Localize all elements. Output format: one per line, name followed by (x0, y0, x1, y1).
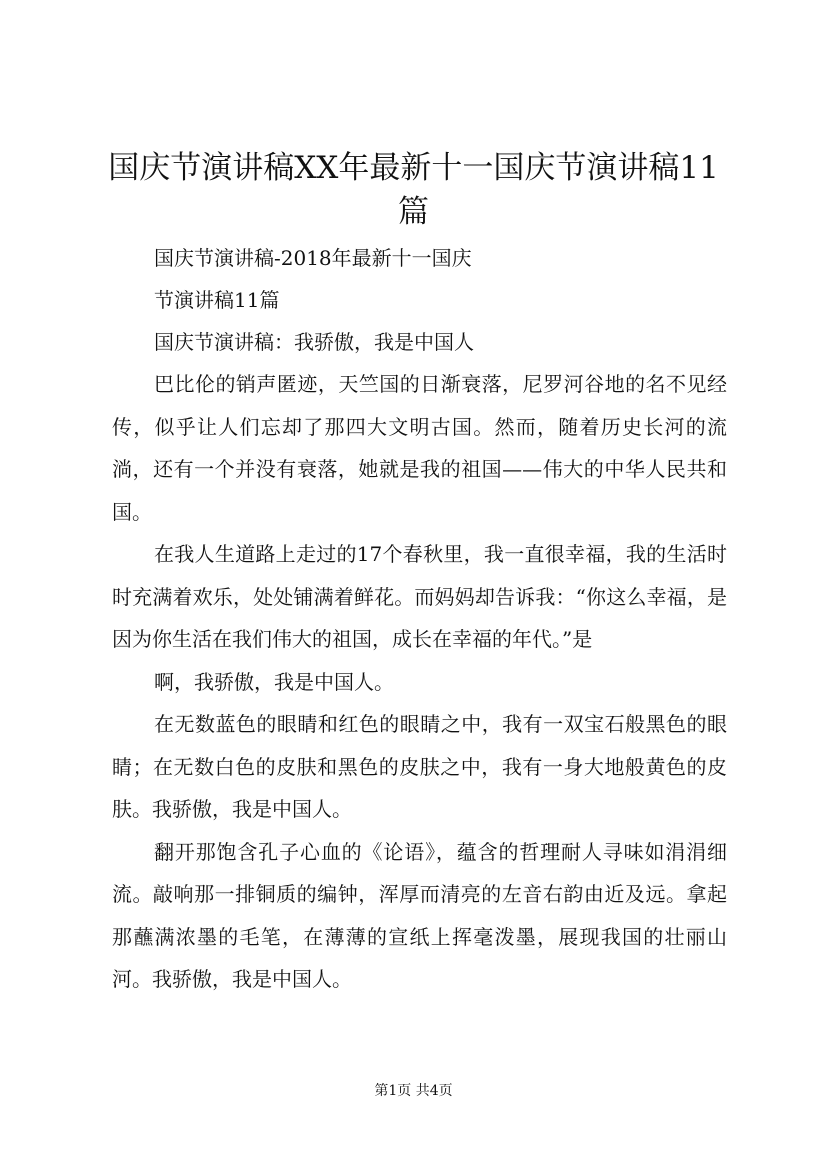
document-body (112, 237, 727, 1001)
section-heading: 国庆节演讲稿：我骄傲，我是中国人 (154, 330, 474, 354)
document-title: 国庆节演讲稿XX年最新十一国庆节演讲稿11篇 (108, 150, 719, 230)
paragraph: 巴比伦的销声匿迹，天竺国的日渐衰落，尼罗河谷地的名不见经传，似乎让人们忘却了那四大文明古国。然而，随着历史长河的流淌，还有一个并没有衰落，她就是我的祖国——伟大的中华人民共和国。 (112, 372, 727, 524)
subtitle-line-1: 国庆节演讲稿-2018年最新十一国庆 (154, 246, 472, 270)
paragraph: 翻开那饱含孔子心血的《论语》，蕴含的哲理耐人寻味如涓涓细流。敲响那一排铜质的编钟，浑厚而清亮的左音右韵由近及远。拿起那蘸满浓墨的毛笔，在薄薄的宣纸上挥毫泼墨，展现我国的壮丽山河。我骄傲，我是中国人。 (112, 839, 727, 991)
paragraph: 在我人生道路上走过的17个春秋里，我一直很幸福，我的生活时时充满着欢乐，处处铺满着鲜花。而妈妈却告诉我：“你这么幸福，是因为你生活在我们伟大的祖国，成长在幸福的年代。”是 (112, 542, 727, 651)
paragraph: 啊，我骄傲，我是中国人。 (154, 669, 394, 694)
subtitle-line-2: 节演讲稿11篇 (154, 288, 280, 312)
page-footer: 第1页 共4页 (374, 1083, 453, 1099)
paragraph: 在无数蓝色的眼睛和红色的眼睛之中，我有一双宝石般黑色的眼睛；在无数白色的皮肤和黑色的皮肤之中，我有一身大地般黄色的皮肤。我骄傲，我是中国人。 (112, 712, 727, 821)
